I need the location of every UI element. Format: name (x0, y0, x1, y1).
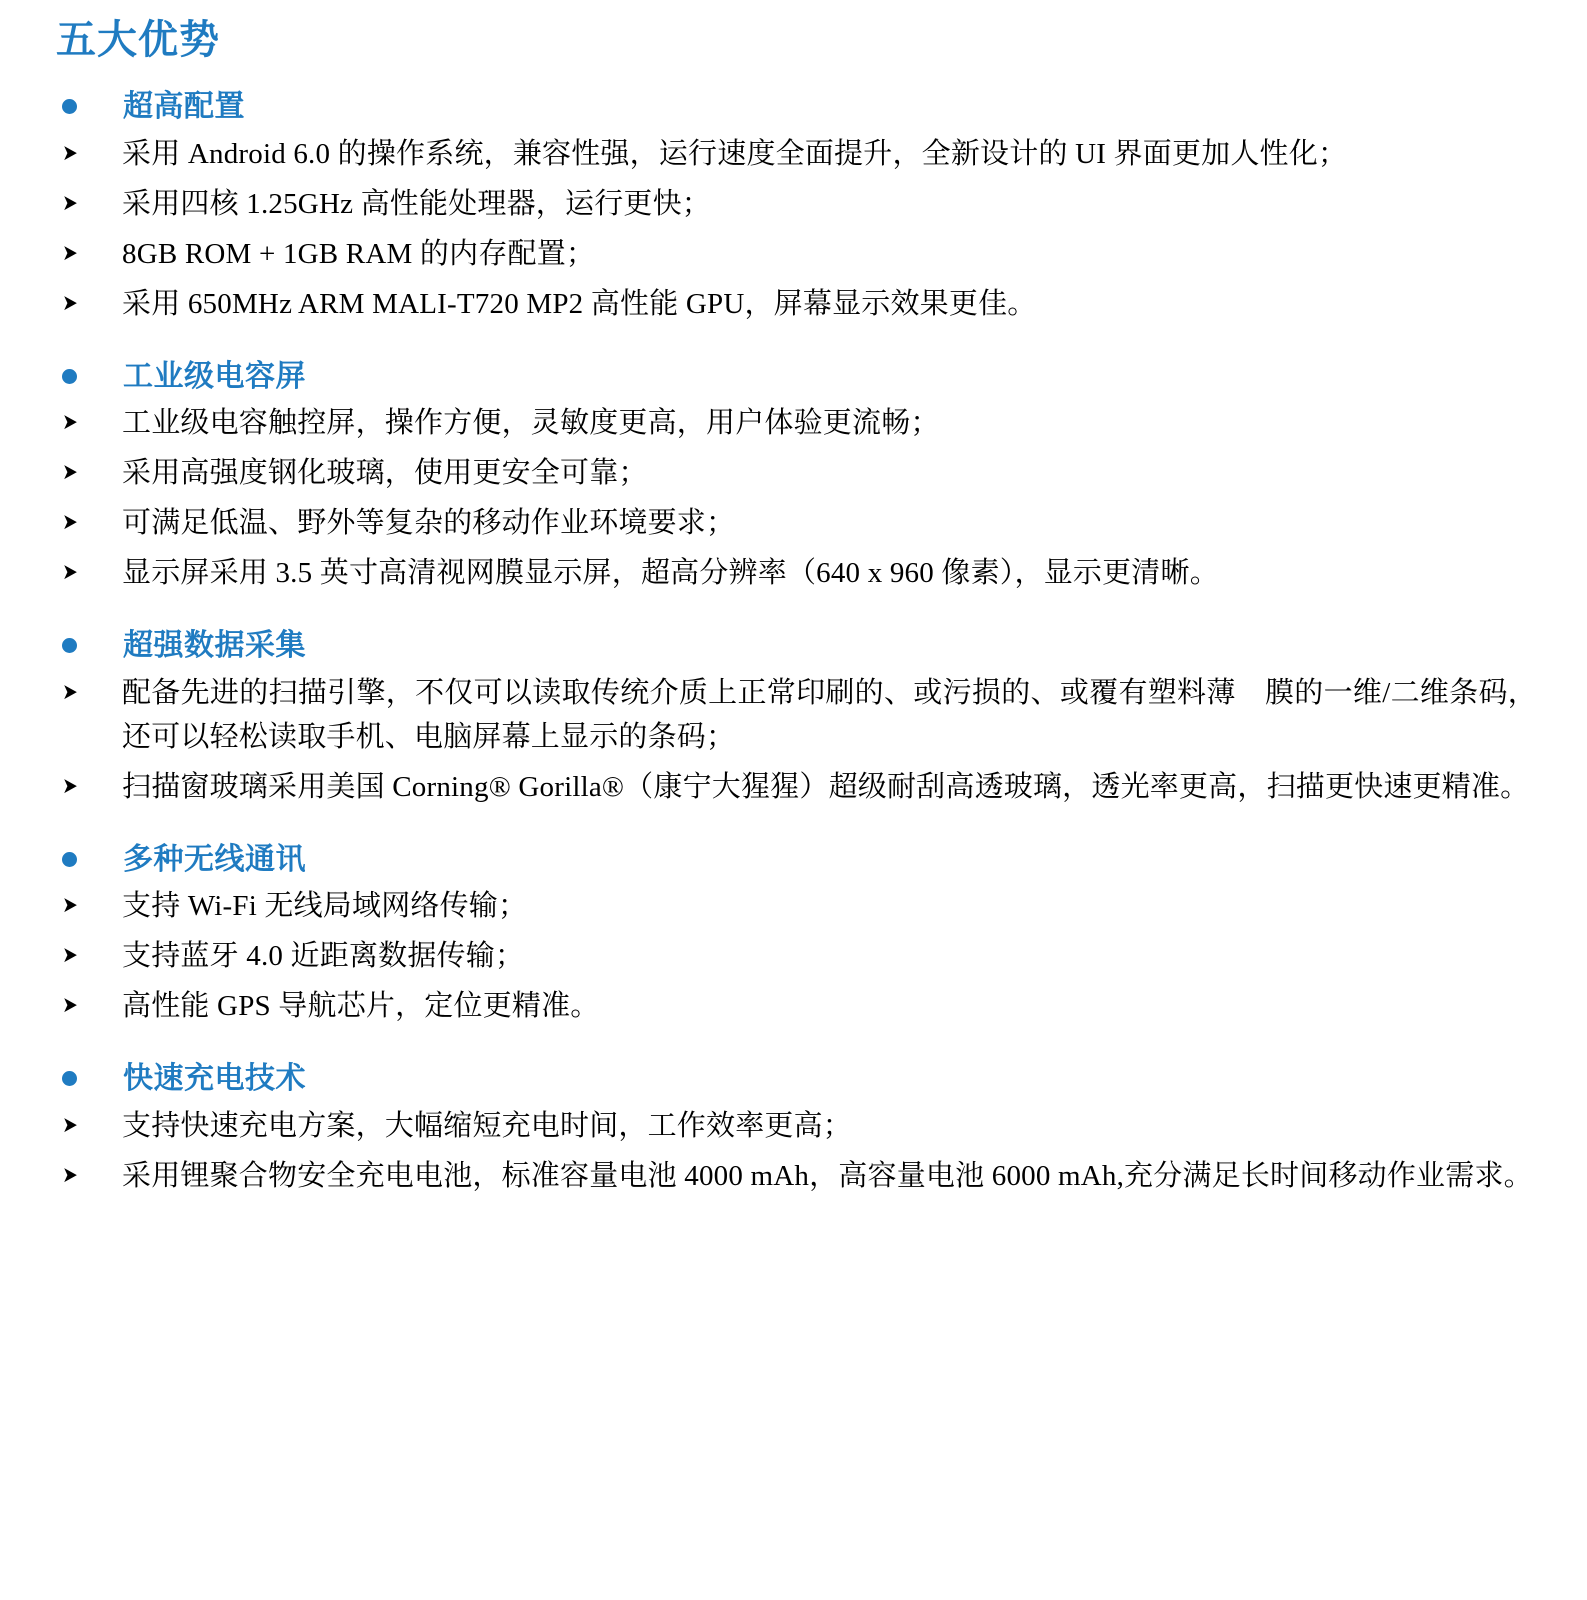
list-item-text: 扫描窗玻璃采用美国 Corning® Gorilla®（康宁大猩猩）超级耐刮高透玻璃，透光率更高，扫描更快速更精准。 (122, 770, 1530, 803)
section-heading: 工业级电容屏 (123, 359, 306, 393)
list-item-text: 配备先进的扫描引擎，不仅可以读取传统介质上正常印刷的、或污损的、或覆有塑料薄 膜的一维/二维条码，还可以轻松读取手机、电脑屏幕上显示的条码； (122, 676, 1537, 753)
section-heading: 多种无线通讯 (123, 842, 306, 876)
list-item-text: 支持蓝牙 4.0 近距离数据传输； (122, 940, 525, 972)
arrow-bullet-icon: ➤ (62, 460, 78, 485)
filled-circle-bullet-icon (62, 99, 77, 114)
section-工业级电容屏 (52, 358, 1547, 596)
spacer (52, 1046, 1547, 1060)
list-item-text: 支持 Wi-Fi 无线局域网络传输； (122, 890, 528, 922)
arrow-bullet-icon: ➤ (62, 773, 78, 799)
list-item (52, 1154, 1547, 1198)
list-item (52, 1104, 1547, 1148)
list-item-text: 采用高强度钢化玻璃，使用更安全可靠； (122, 457, 648, 489)
list-item-text: 显示屏采用 3.5 英寸高清视网膜显示屏，超高分辨率（640 x 960 像素），显示更清晰。 (122, 557, 1219, 589)
section-heading: 快速充电技术 (123, 1062, 306, 1095)
list-item-text: 采用 Android 6.0 的操作系统，兼容性强，运行速度全面提升，全新设计的 UI 界面更加人性化； (122, 137, 1348, 170)
list-item-text: 采用锂聚合物安全充电电池，标准容量电池 4000 mAh，高容量电池 6000 mAh,充分满足长时间移动作业需求。 (122, 1159, 1533, 1192)
list-item-text: 采用四核 1.25GHz 高性能处理器，运行更快； (122, 187, 712, 220)
list-item (52, 451, 1547, 495)
arrow-bullet-icon: ➤ (62, 943, 78, 968)
section-heading-row (52, 358, 1547, 396)
list-item-text: 工业级电容触控屏，操作方便，灵敏度更高，用户体验更流畅； (122, 407, 940, 439)
list-item-text: 8GB ROM + 1GB RAM 的内存配置； (122, 237, 596, 270)
section-heading: 超高配置 (123, 90, 245, 123)
list-item (52, 282, 1547, 326)
list-item (52, 232, 1547, 276)
spacer (52, 827, 1547, 841)
section-heading-row (52, 627, 1547, 665)
arrow-bullet-icon: ➤ (62, 290, 78, 316)
section-heading-row (52, 841, 1547, 879)
list-item (52, 132, 1547, 176)
section-超高配置 (52, 88, 1547, 326)
list-item (52, 501, 1547, 545)
list-item (52, 671, 1547, 759)
arrow-bullet-icon: ➤ (62, 1112, 78, 1138)
arrow-bullet-icon: ➤ (62, 679, 78, 705)
arrow-bullet-icon: ➤ (62, 190, 78, 216)
page-title: 五大优势 (56, 18, 220, 62)
list-item (52, 551, 1547, 595)
section-heading-row (52, 88, 1547, 126)
filled-circle-bullet-icon (62, 1071, 77, 1086)
section-heading: 超强数据采集 (123, 629, 306, 662)
list-item-text: 采用 650MHz ARM MALI-T720 MP2 高性能 GPU，屏幕显示效果更佳。 (122, 287, 1037, 320)
list-item (52, 765, 1547, 809)
list-item-text: 支持快速充电方案，大幅缩短充电时间，工作效率更高； (122, 1109, 853, 1142)
list-item (52, 884, 1547, 928)
section-超强数据采集 (52, 627, 1547, 809)
section-多种无线通讯 (52, 841, 1547, 1029)
arrow-bullet-icon: ➤ (62, 993, 78, 1018)
arrow-bullet-icon: ➤ (62, 410, 78, 435)
spacer (52, 344, 1547, 358)
section-快速充电技术 (52, 1060, 1547, 1198)
list-item-text: 高性能 GPS 导航芯片，定位更精准。 (122, 990, 600, 1022)
spacer (52, 613, 1547, 627)
arrow-bullet-icon: ➤ (62, 140, 78, 166)
filled-circle-bullet-icon (62, 638, 77, 653)
arrow-bullet-icon: ➤ (62, 893, 78, 918)
arrow-bullet-icon: ➤ (62, 510, 78, 535)
section-heading-row (52, 1060, 1547, 1098)
list-item (52, 401, 1547, 445)
list-item (52, 984, 1547, 1028)
list-item-text: 可满足低温、野外等复杂的移动作业环境要求； (122, 507, 736, 539)
filled-circle-bullet-icon (62, 852, 77, 867)
filled-circle-bullet-icon (62, 369, 77, 384)
arrow-bullet-icon: ➤ (62, 1162, 78, 1188)
list-item (52, 182, 1547, 226)
arrow-bullet-icon: ➤ (62, 240, 78, 266)
list-item (52, 934, 1547, 978)
arrow-bullet-icon: ➤ (62, 560, 78, 585)
